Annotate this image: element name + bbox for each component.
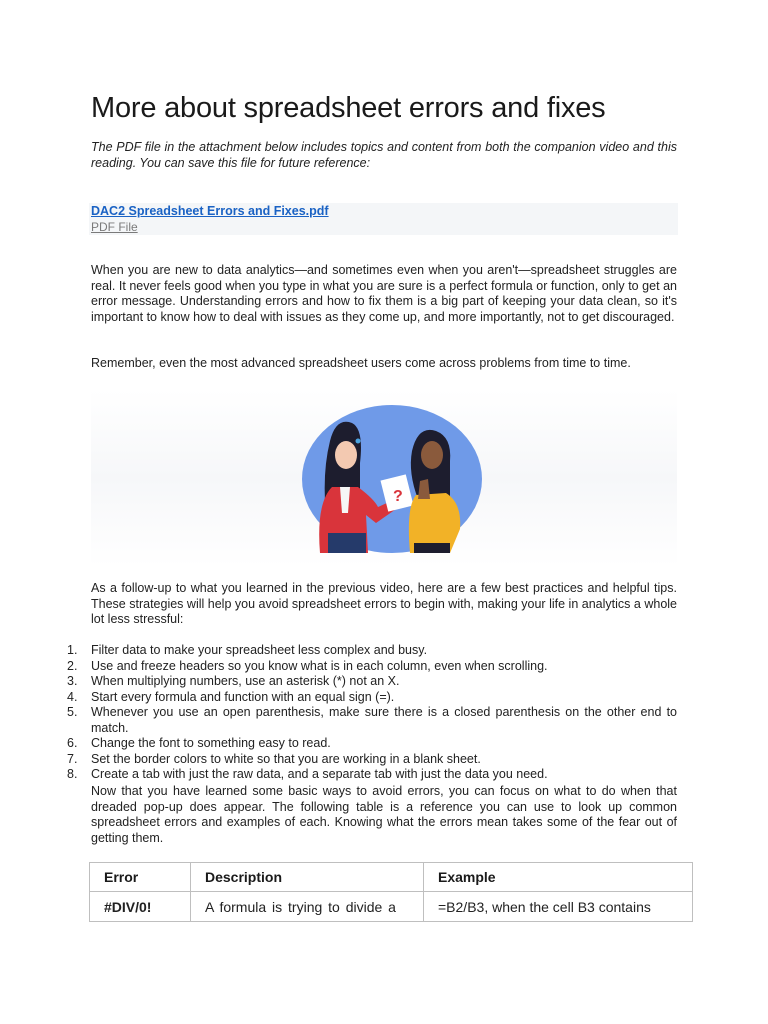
list-text: When multiplying numbers, use an asterisk (*) not an X. xyxy=(91,674,400,688)
column-header-error: Error xyxy=(90,863,191,892)
tips-list xyxy=(40,643,677,783)
page-title: More about spreadsheet errors and fixes xyxy=(91,92,606,124)
list-number: 4. xyxy=(67,689,78,704)
list-text: Filter data to make your spreadsheet less complex and busy. xyxy=(91,643,428,657)
table-row xyxy=(90,892,693,922)
attachment-type: PDF File xyxy=(91,220,138,234)
list-number: 7. xyxy=(67,751,78,766)
list-item xyxy=(40,736,677,752)
paragraph-spreadsheet-struggles: When you are new to data analytics—and sometimes even when you aren't—spreadsheet struggles are real. It never feels good when you type in what you are sure is a perfect formula or function, only to get an error message. Understanding errors and how to fix them is a big part of keeping your data clean, so it's important to know how to deal with issues as they come up, and more importantly, not to get discouraged. xyxy=(91,263,677,324)
list-text: Start every formula and function with an equal sign (=). xyxy=(91,689,395,704)
list-item xyxy=(40,705,677,736)
intro-text: The PDF file in the attachment below includes topics and content from both the companion video and this reading. You can save this file for future reference: xyxy=(91,140,677,170)
paragraph-error-reference: Now that you have learned some basic ways to avoid errors, you can focus on what to do when that dreaded pop-up does appear. The following table is a reference you can use to look up common spreadsheet errors and examples of each. Knowing what the errors mean takes some of the fear out of getting them. xyxy=(91,784,677,845)
list-item xyxy=(40,690,677,706)
list-number: 6. xyxy=(67,736,78,750)
list-item xyxy=(40,643,677,659)
list-number: 8. xyxy=(67,767,78,781)
list-number: 1. xyxy=(67,643,78,657)
list-item xyxy=(40,674,677,690)
two-people-confused-illustration xyxy=(300,403,485,555)
list-text: Whenever you use an open parenthesis, make sure there is a closed parenthesis on the other end to match. xyxy=(91,705,677,735)
paragraph-best-practices: As a follow-up to what you learned in the previous video, here are a few best practices and helpful tips. These strategies will help you avoid spreadsheet errors to begin with, making your life in analytics a whole lot less stressful: xyxy=(91,581,677,626)
errors-table xyxy=(89,862,693,922)
list-text: Change the font to something easy to read. xyxy=(91,736,331,750)
example-cell: =B2/B3, when the cell B3 contains xyxy=(424,892,693,922)
attachment-link[interactable]: DAC2 Spreadsheet Errors and Fixes.pdf xyxy=(91,204,329,218)
list-number: 3. xyxy=(67,674,78,688)
column-header-example: Example xyxy=(424,863,693,892)
list-item xyxy=(40,752,677,768)
column-header-description: Description xyxy=(191,863,424,892)
error-cell: #DIV/0! xyxy=(90,892,191,922)
svg-text:?: ? xyxy=(393,488,403,505)
description-cell: A formula is trying to divide a xyxy=(191,892,424,922)
list-number: 5. xyxy=(67,705,78,719)
table-header-row xyxy=(90,863,693,892)
list-number: 2. xyxy=(67,658,78,673)
list-text: Set the border colors to white so that you are working in a blank sheet. xyxy=(91,751,481,766)
list-item xyxy=(40,659,677,675)
list-item xyxy=(40,767,677,783)
list-text: Create a tab with just the raw data, and a separate tab with just the data you need. xyxy=(91,767,548,781)
paragraph-remember: Remember, even the most advanced spreadsheet users come across problems from time to time. xyxy=(91,356,631,370)
list-text: Use and freeze headers so you know what is in each column, even when scrolling. xyxy=(91,658,548,673)
attachment-card[interactable] xyxy=(89,203,678,235)
